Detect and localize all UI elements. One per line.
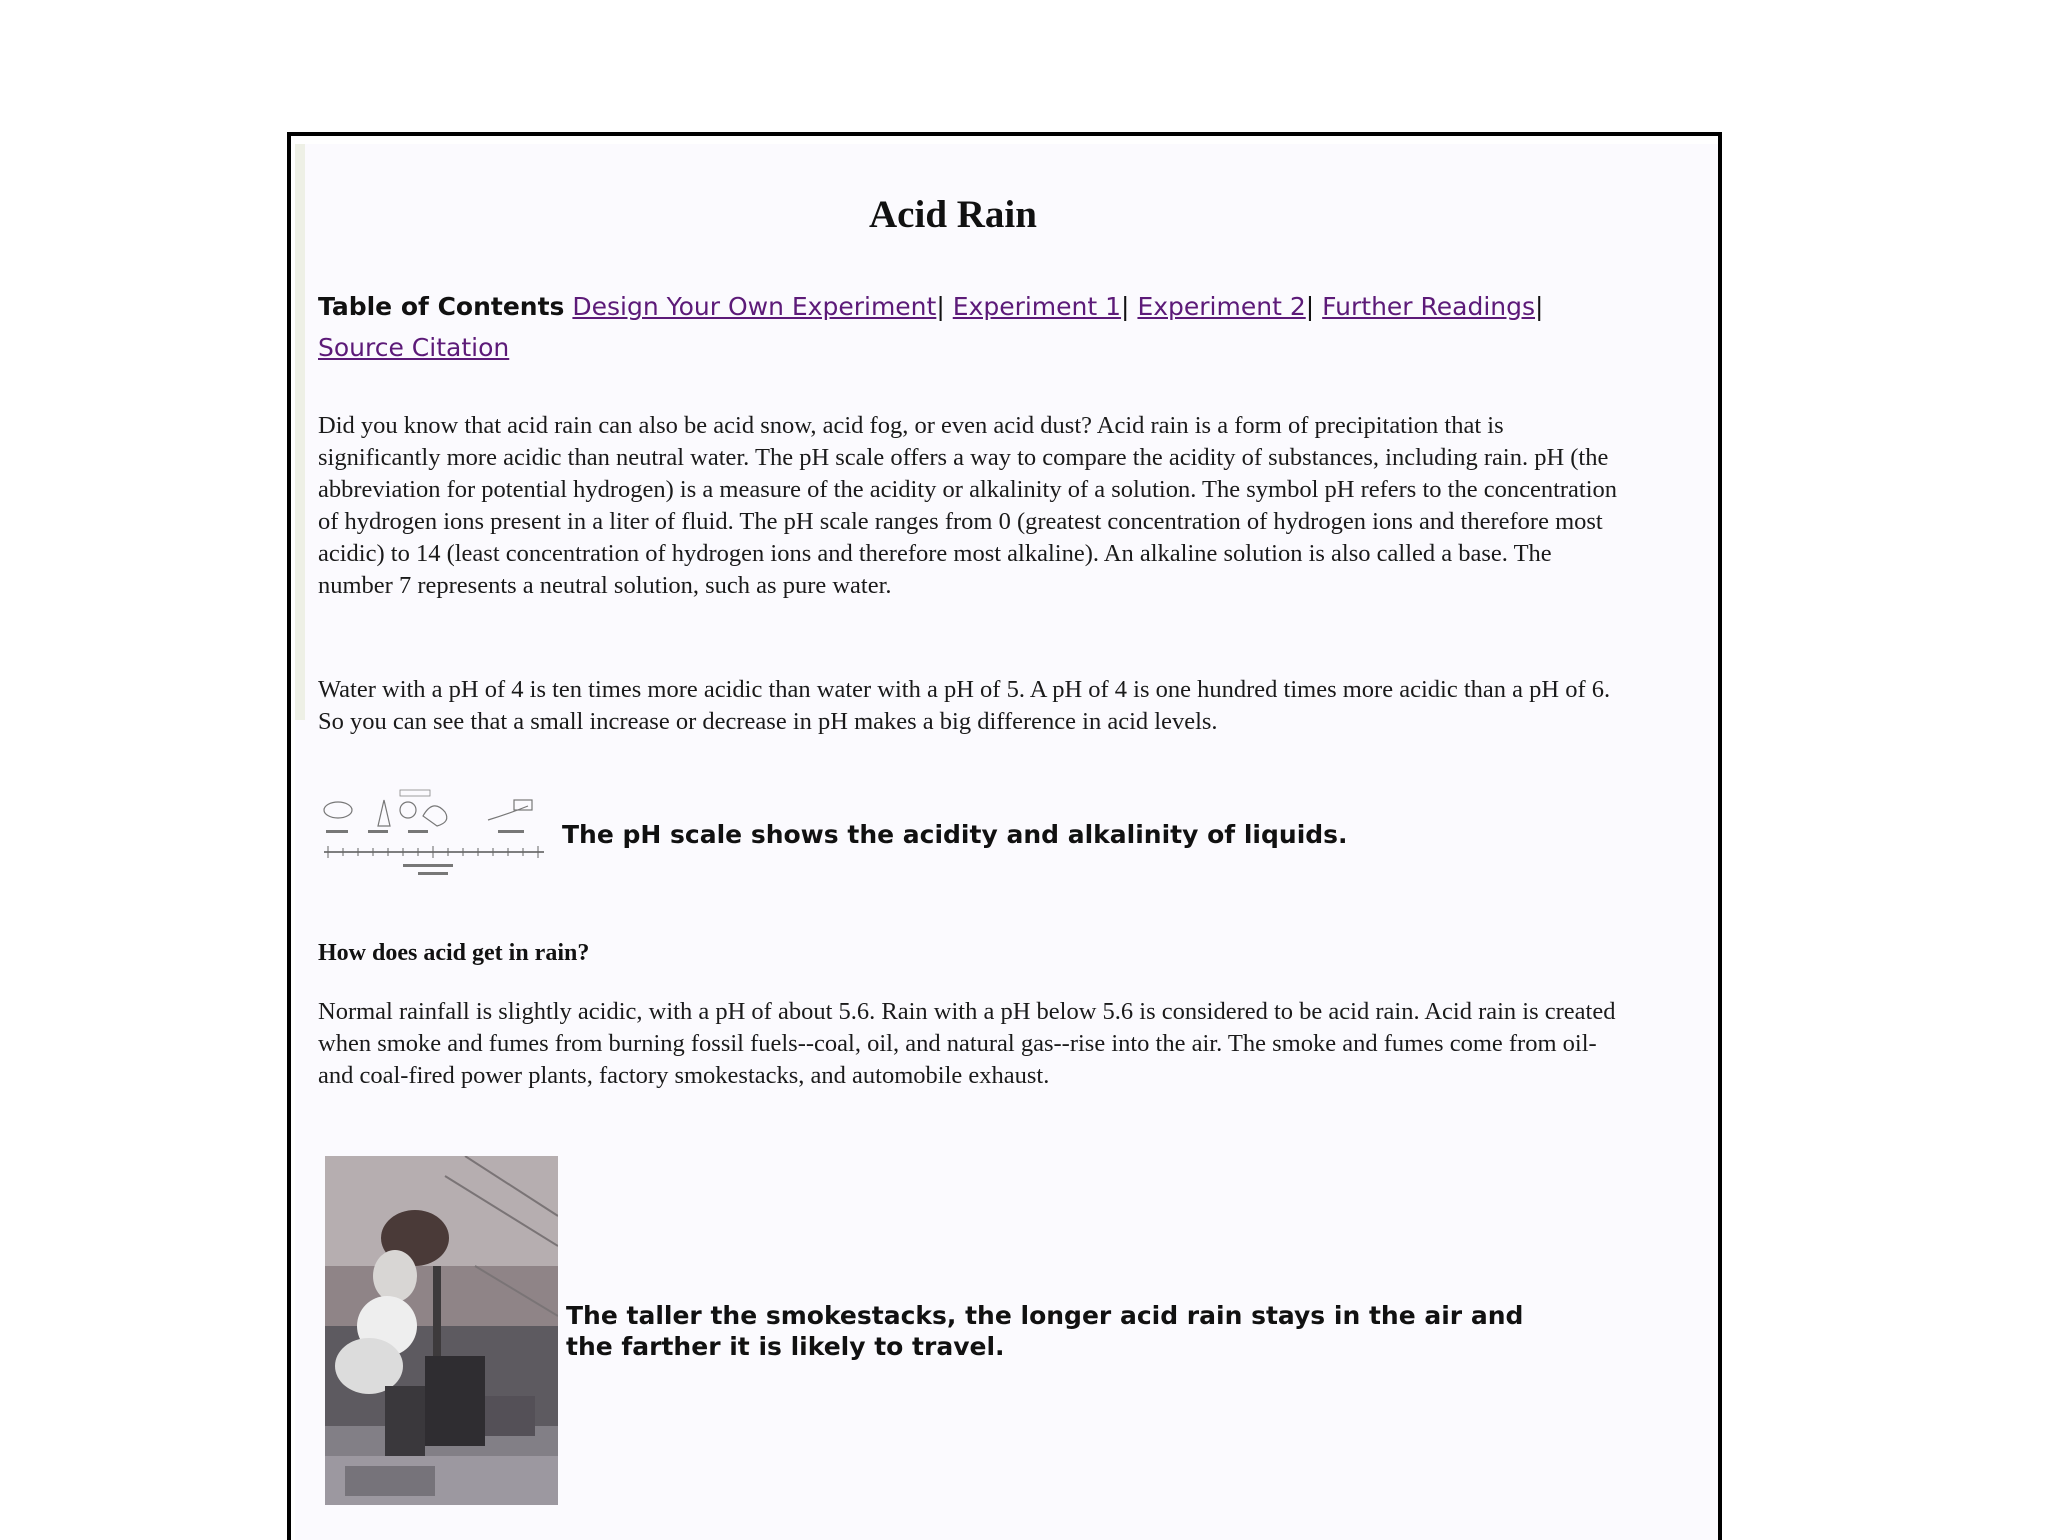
toc-label: Table of Contents <box>318 292 565 321</box>
toc-link-further-readings[interactable]: Further Readings <box>1322 292 1536 321</box>
toc-separator: | <box>1535 292 1544 321</box>
toc-separator: | <box>1305 292 1315 321</box>
ph-scale-caption: The pH scale shows the acidity and alkalinity of liquids. <box>562 819 1348 849</box>
intro-paragraph: Did you know that acid rain can also be acid snow, acid fog, or even acid dust? Acid rain is a form of precipitation that is significantly more acidic than neutral water. The pH scale offers a way to compare the acidity of substances, including rain. pH (the abbreviation for potential hydrogen) is a measure of the acidity or alkalinity of a solution. The symbol pH refers to the concentration of hydrogen ions present in a liter of fluid. The pH scale ranges from 0 (greatest concentration of hydrogen ions and therefore most acidic) to 14 (least concentration of hydrogen ions and therefore most alkaline). An alkaline solution is also called a base. The number 7 represents a neutral solution, such as pure water. <box>318 412 1618 599</box>
toc-link-source-citation[interactable]: Source Citation <box>318 333 510 362</box>
table-of-contents <box>318 286 1618 368</box>
smokestack-figure <box>318 1156 1566 1505</box>
smokestack-caption: The taller the smokestacks, the longer acid rain stays in the air and the farther it is likely to travel. <box>566 1300 1524 1361</box>
ph-comparison-paragraph: Water with a pH of 4 is ten times more acidic than water with a pH of 5. A pH of 4 is one hundred times more acidic than a pH of 6. So you can see that a small increase or decrease in pH makes a big difference in acid levels. <box>318 676 1611 735</box>
page-title: Acid Rain <box>869 193 1037 236</box>
toc-link-experiment-1[interactable]: Experiment 1 <box>952 292 1122 321</box>
toc-link-design-experiment[interactable]: Design Your Own Experiment <box>572 292 937 321</box>
ph-scale-figure <box>318 786 1348 882</box>
smokestack-photo <box>325 1156 558 1505</box>
normal-rainfall-paragraph: Normal rainfall is slightly acidic, with a pH of about 5.6. Rain with a pH below 5.6 is considered to be acid rain. Acid rain is created when smoke and fumes from burning fossil fuels--coal, oil, and natural gas--rise into the air. The smoke and fumes come from oil- and coal-fired power plants, factory smokestacks, and automobile exhaust. <box>318 998 1616 1089</box>
toc-separator: | <box>936 292 945 321</box>
document-frame <box>287 132 1722 1540</box>
ph-scale-diagram <box>318 786 550 882</box>
toc-link-experiment-2[interactable]: Experiment 2 <box>1137 292 1306 321</box>
toc-separator: | <box>1121 292 1130 321</box>
section-heading-how-acid: How does acid get in rain? <box>318 940 590 966</box>
left-margin-strip <box>295 144 305 720</box>
